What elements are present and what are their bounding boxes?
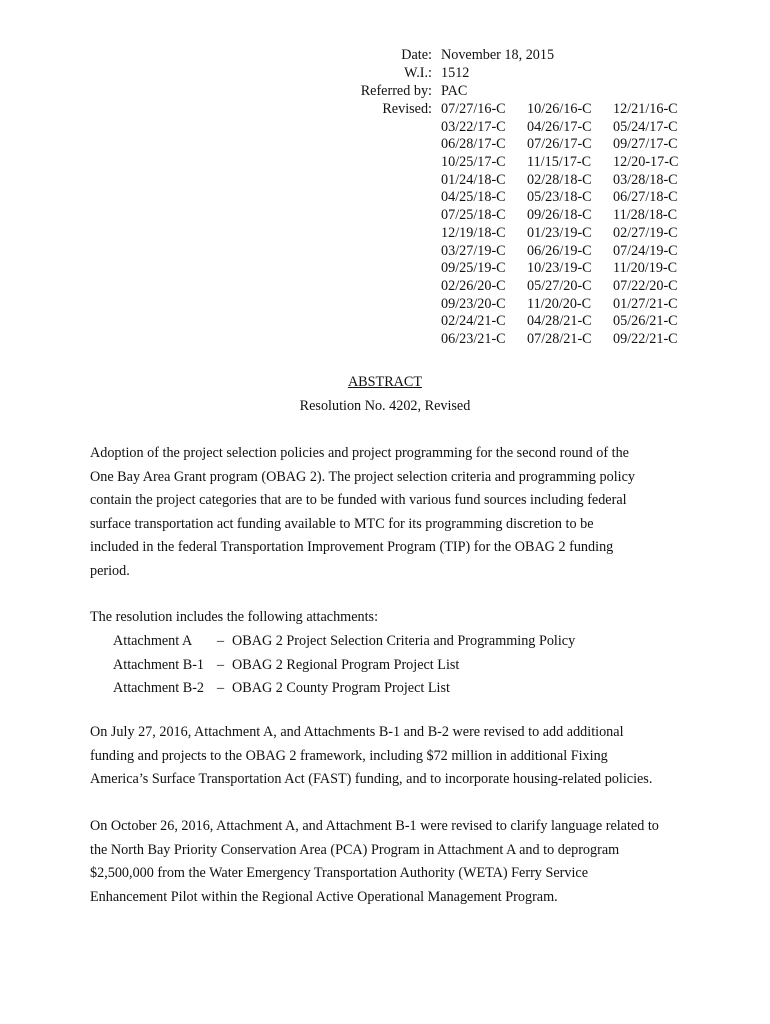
attachment-name: Attachment A — [113, 633, 193, 649]
attachment-dash: – — [217, 656, 225, 673]
revised-date: 09/23/20-C — [441, 295, 506, 312]
paragraph-line: $2,500,000 from the Water Emergency Transportation Authority (WETA) Ferry Service — [90, 865, 588, 882]
revised-date: 07/25/18-C — [441, 207, 506, 224]
revised-date: 01/24/18-C — [441, 171, 506, 188]
revised-date: 09/25/19-C — [441, 260, 506, 277]
paragraph-line: On July 27, 2016, Attachment A, and Attachments B-1 and B-2 were revised to add additional — [90, 724, 624, 740]
paragraph-line: period. — [90, 562, 130, 579]
paragraph-line: On October 26, 2016, Attachment A, and Attachment B-1 were revised to clarify language related to — [90, 818, 659, 834]
attachments-intro — [90, 606, 710, 630]
paragraph-line: contain the project categories that are to be funded with various fund sources including federal — [90, 492, 627, 509]
revised-date: 06/28/17-C — [441, 136, 506, 153]
revised-date: 06/27/18-C — [613, 189, 678, 206]
wi-label: W.I.: — [404, 65, 432, 81]
revised-date: 05/26/21-C — [613, 313, 678, 330]
attachment-dash: – — [217, 680, 225, 697]
paragraph-adoption — [90, 442, 710, 584]
revised-date: 09/22/21-C — [613, 330, 678, 347]
revised-date: 06/23/21-C — [441, 330, 506, 347]
attachment-item — [113, 654, 575, 678]
date-label: Date: — [401, 47, 432, 63]
abstract-title: ABSTRACT — [347, 374, 423, 390]
revised-date: 07/24/19-C — [613, 242, 678, 259]
paragraph-october-revision — [90, 815, 710, 909]
revised-date: 02/24/21-C — [441, 313, 506, 330]
attachment-desc: OBAG 2 Regional Program Project List — [232, 656, 460, 673]
revised-date: 12/20-17-C — [613, 154, 679, 171]
revised-date: 07/26/17-C — [527, 136, 592, 153]
revised-date: 11/20/19-C — [613, 260, 678, 277]
revised-date: 07/22/20-C — [613, 277, 678, 294]
attachments-intro-text: The resolution includes the following attachments: — [90, 609, 379, 625]
wi-value: 1512 — [441, 65, 470, 81]
paragraph-line: One Bay Area Grant program (OBAG 2). The project selection criteria and programming policy — [90, 468, 635, 485]
wi-row — [300, 64, 740, 82]
revised-date: 05/23/18-C — [527, 189, 592, 206]
attachment-desc: OBAG 2 Project Selection Criteria and Programming Policy — [232, 633, 576, 649]
revised-label: Revised: — [382, 101, 432, 117]
revised-date: 03/27/19-C — [441, 242, 506, 259]
revised-date: 10/23/19-C — [527, 260, 592, 277]
referred-label: Referred by: — [360, 83, 432, 99]
revised-dates-grid — [441, 100, 699, 348]
revised-date: 04/28/21-C — [527, 313, 592, 330]
revised-date: 03/28/18-C — [613, 171, 678, 188]
revised-date: 12/21/16-C — [613, 101, 678, 117]
revised-date: 07/27/16-C — [441, 101, 506, 117]
revised-date: 01/23/19-C — [527, 224, 592, 241]
revised-date: 09/27/17-C — [613, 136, 678, 153]
attachment-desc: OBAG 2 County Program Project List — [232, 680, 450, 697]
paragraph-july-revision — [90, 721, 710, 792]
paragraph-line: America’s Surface Transportation Act (FAST) funding, and to incorporate housing-related policies. — [90, 771, 653, 788]
referred-value: PAC — [441, 83, 468, 99]
revised-date: 11/28/18-C — [613, 207, 678, 224]
resolution-title: Resolution No. 4202, Revised — [299, 398, 471, 414]
revised-date: 10/25/17-C — [441, 154, 506, 171]
revised-date: 09/26/18-C — [527, 207, 592, 224]
revised-row — [300, 100, 740, 348]
revised-date: 02/26/20-C — [441, 277, 506, 294]
revised-date: 03/22/17-C — [441, 118, 506, 135]
paragraph-line: surface transportation act funding available to MTC for its programming discretion to be — [90, 515, 594, 532]
paragraph-line: funding and projects to the OBAG 2 framework, including $72 million in additional Fixing — [90, 747, 608, 764]
revised-date: 01/27/21-C — [613, 295, 678, 312]
revised-date: 02/28/18-C — [527, 171, 592, 188]
revised-date: 06/26/19-C — [527, 242, 592, 259]
paragraph-line: Adoption of the project selection policies and project programming for the second round of the — [90, 445, 629, 461]
revised-date: 11/15/17-C — [527, 154, 592, 171]
revised-date: 05/27/20-C — [527, 277, 592, 294]
referred-row — [300, 82, 740, 100]
attachment-dash: – — [217, 633, 225, 649]
date-row — [300, 46, 740, 64]
revised-date: 07/28/21-C — [527, 330, 592, 347]
revised-date: 04/26/17-C — [527, 118, 592, 135]
header-meta — [300, 46, 740, 348]
attachments-list — [113, 630, 575, 701]
attachment-name: Attachment B-1 — [113, 656, 205, 673]
revised-date: 05/24/17-C — [613, 118, 678, 135]
paragraph-line: the North Bay Priority Conservation Area (PCA) Program in Attachment A and to deprogram — [90, 841, 620, 858]
revised-date: 02/27/19-C — [613, 224, 678, 241]
paragraph-line: included in the federal Transportation Improvement Program (TIP) for the OBAG 2 funding — [90, 539, 614, 556]
revised-date: 12/19/18-C — [441, 224, 506, 241]
revised-date: 04/25/18-C — [441, 189, 506, 206]
attachment-item — [113, 677, 575, 701]
attachment-item — [113, 630, 575, 654]
revised-date: 10/26/16-C — [527, 101, 592, 117]
paragraph-line: Enhancement Pilot within the Regional Active Operational Management Program. — [90, 888, 558, 905]
date-value: November 18, 2015 — [441, 47, 555, 63]
attachment-name: Attachment B-2 — [113, 680, 205, 697]
revised-date: 11/20/20-C — [527, 295, 592, 312]
